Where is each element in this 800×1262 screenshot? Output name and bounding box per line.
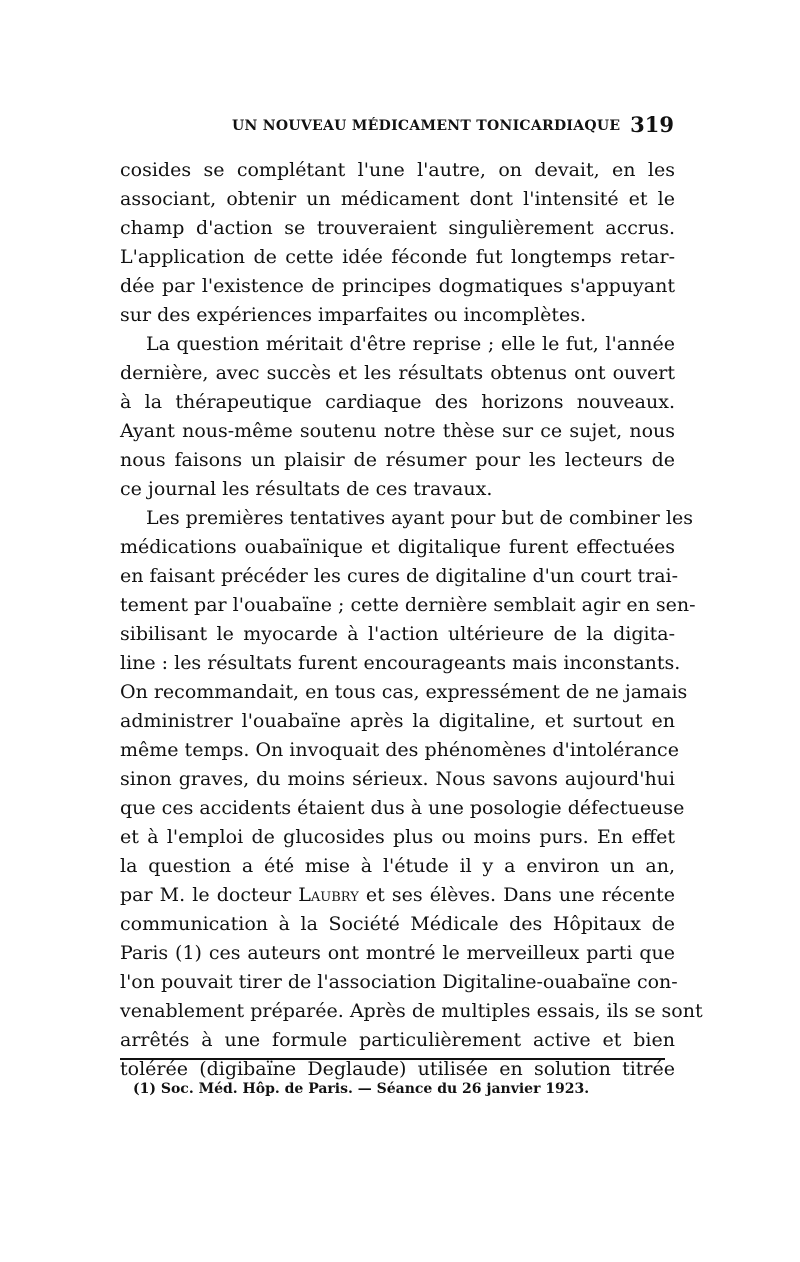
text-line: sibilisant le myocarde à l'action ultérieure de la digita- — [120, 623, 675, 645]
text-line: champ d'action se trouveraient singulièrement accrus. — [120, 217, 675, 239]
text-line: sinon graves, du moins sérieux. Nous savons aujourd'hui — [120, 768, 675, 790]
text-line: tement par l'ouabaïne ; cette dernière semblait agir en sen- — [120, 594, 696, 616]
footnote-rule — [120, 1058, 665, 1060]
text-line: associant, obtenir un médicament dont l'intensité et le — [120, 188, 675, 210]
text-line: Paris (1) ces auteurs ont montré le merveilleux parti que — [120, 942, 675, 964]
text-line: administrer l'ouabaïne après la digitaline, et surtout en — [120, 710, 675, 732]
text-line: dernière, avec succès et les résultats obtenus ont ouvert — [120, 362, 675, 384]
text-line: Les premières tentatives ayant pour but de combiner les — [146, 507, 693, 529]
text-line: L'application de cette idée féconde fut longtemps retar- — [120, 246, 675, 268]
text-line: line : les résultats furent encourageants mais inconstants. — [120, 652, 681, 674]
text-line: arrêtés à une formule particulièrement active et bien — [120, 1029, 675, 1051]
footnote: (1) Soc. Méd. Hôp. de Paris. — Séance du 26 janvier 1923. — [133, 1081, 590, 1097]
text-fragment: et ses élèves. Dans une récente — [365, 884, 676, 906]
text-line: Ayant nous-même soutenu notre thèse sur ce sujet, nous — [120, 420, 675, 442]
text-line: ce journal les résultats de ces travaux. — [120, 478, 493, 500]
text-line: en faisant précéder les cures de digitaline d'un court trai- — [120, 565, 679, 587]
text-line: à la thérapeutique cardiaque des horizons nouveaux. — [120, 391, 675, 413]
running-head — [120, 112, 676, 142]
text-line: sur des expériences imparfaites ou incomplètes. — [120, 304, 587, 326]
page-number: 319 — [630, 112, 674, 137]
text-line-with-author — [120, 881, 675, 910]
body-text — [120, 156, 703, 1084]
text-line: dée par l'existence de principes dogmatiques s'appuyant — [120, 275, 675, 297]
text-line: La question méritait d'être reprise ; elle le fut, l'année — [146, 333, 675, 355]
text-line: médications ouabaïnique et digitalique furent effectuées — [120, 536, 675, 558]
running-title: UN NOUVEAU MÉDICAMENT TONICARDIAQUE — [232, 118, 621, 134]
text-line: venablement préparée. Après de multiples essais, ils se sont — [120, 1000, 703, 1022]
author-name: Laubry — [298, 884, 359, 906]
text-line: On recommandait, en tous cas, expressément de ne jamais — [120, 681, 688, 703]
text-line: tolérée (digibaïne Deglaude) utilisée en solution titrée — [120, 1058, 675, 1080]
text-line: cosides se complétant l'une l'autre, on devait, en les — [120, 159, 675, 181]
text-line: même temps. On invoquait des phénomènes d'intolérance — [120, 739, 679, 761]
text-line: que ces accidents étaient dus à une posologie défectueuse — [120, 797, 685, 819]
text-fragment: par M. le docteur — [120, 884, 292, 906]
text-line: l'on pouvait tirer de l'association Digitaline-ouabaïne con- — [120, 971, 678, 993]
text-line: communication à la Société Médicale des Hôpitaux de — [120, 913, 675, 935]
text-line: la question a été mise à l'étude il y a environ un an, — [120, 855, 675, 877]
text-line: nous faisons un plaisir de résumer pour les lecteurs de — [120, 449, 675, 471]
text-line: et à l'emploi de glucosides plus ou moins purs. En effet — [120, 826, 675, 848]
